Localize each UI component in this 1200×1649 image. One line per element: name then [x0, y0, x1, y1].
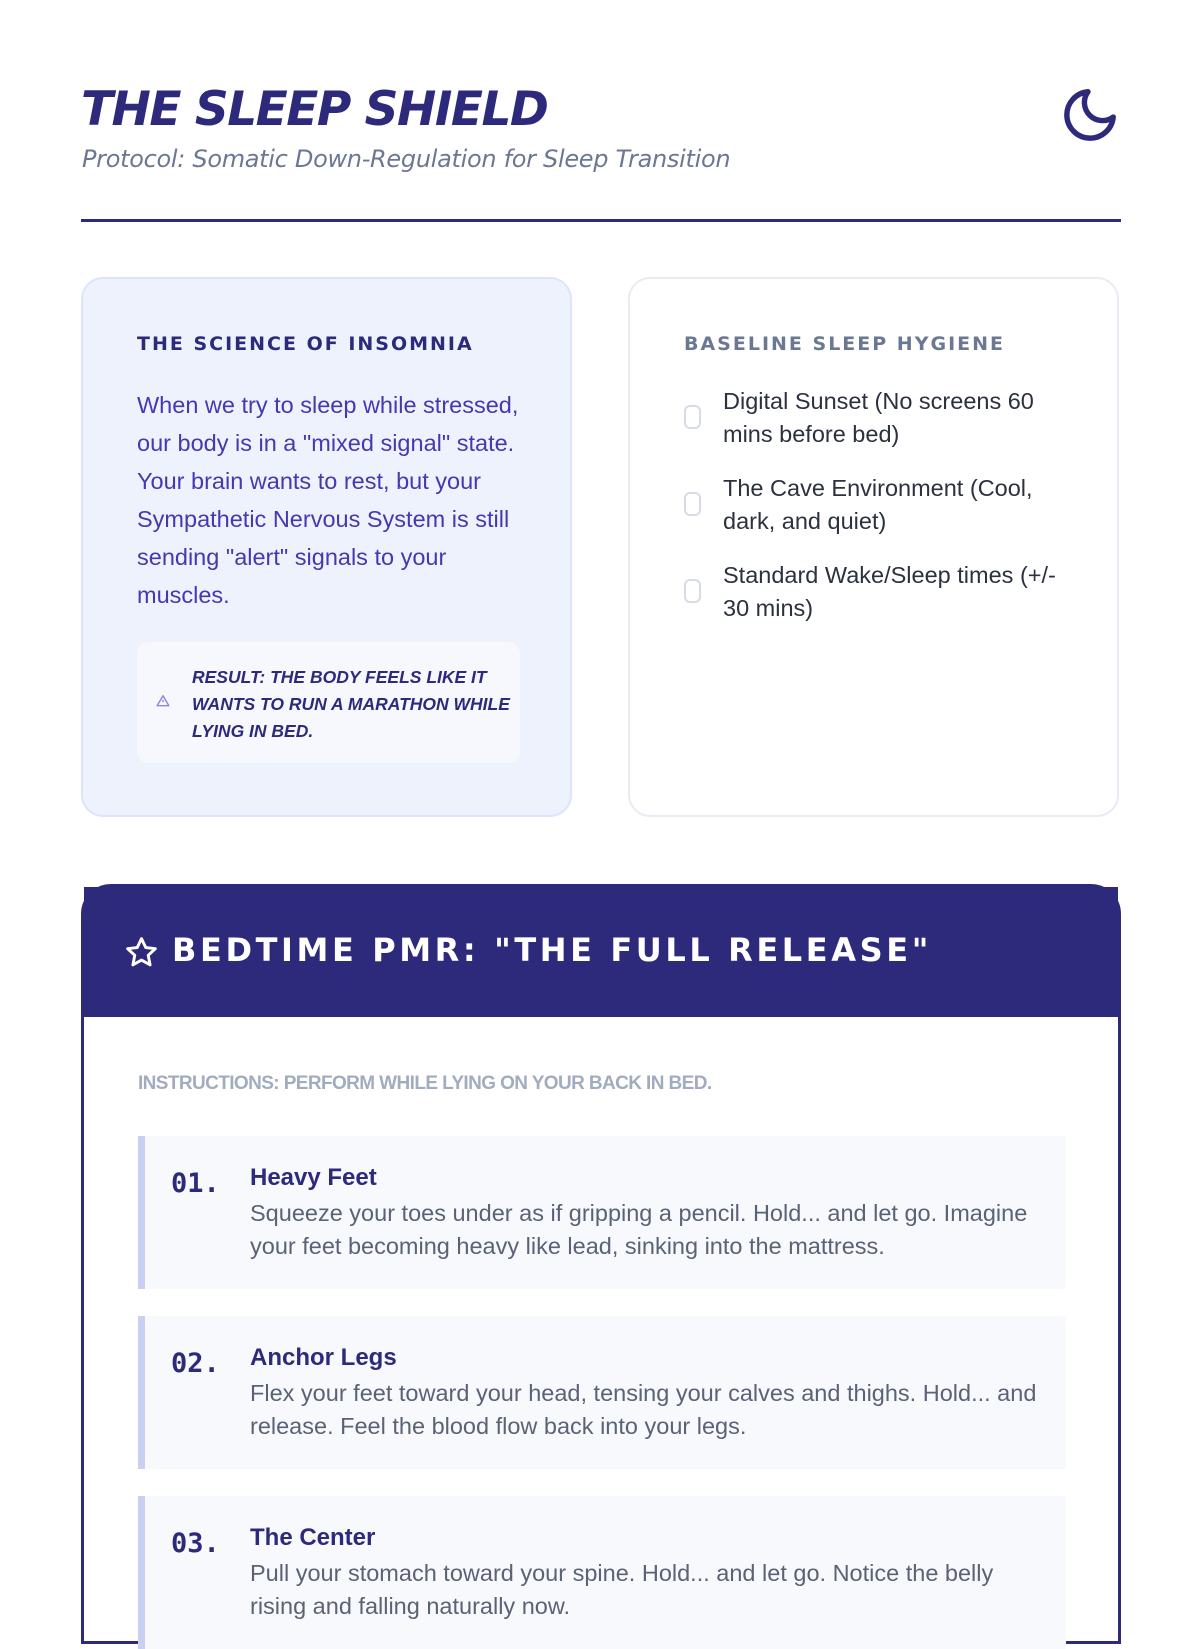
pmr-title: BEDTIME PMR: "THE FULL RELEASE" [172, 931, 933, 969]
checklist-label: The Cave Environment (Cool, dark, and quiet) [723, 475, 1033, 534]
checkbox[interactable] [684, 405, 701, 429]
hygiene-checklist [684, 385, 1069, 646]
step-number: 02. [171, 1348, 220, 1379]
pmr-instructions: INSTRUCTIONS: PERFORM WHILE LYING ON YOUR BACK IN BED. [138, 1073, 712, 1094]
step-number: 01. [171, 1168, 220, 1199]
step-description: Flex your feet toward your head, tensing your calves and thighs. Hold... and release. Feel the blood flow back into your legs. [250, 1380, 1037, 1439]
moon-icon[interactable] [1059, 84, 1121, 146]
checklist-item[interactable] [684, 385, 1069, 472]
page-subtitle: Protocol: Somatic Down-Regulation for Sleep Transition [82, 145, 731, 173]
header-divider [81, 219, 1121, 222]
page-title: THE SLEEP SHIELD [81, 82, 548, 137]
step-title: Heavy Feet [250, 1164, 377, 1191]
warning-icon [156, 694, 170, 708]
checkbox[interactable] [684, 492, 701, 516]
pmr-step [138, 1316, 1066, 1469]
step-description: Pull your stomach toward your spine. Hold... and let go. Notice the belly rising and falling naturally now. [250, 1560, 994, 1619]
page-header [81, 80, 1121, 230]
pmr-header [84, 887, 1118, 1017]
hygiene-card [628, 277, 1119, 817]
science-body: When we try to sleep while stressed, our body is in a "mixed signal" state. Your brain wants to rest, but your Sympathetic Nervous System is still sending "alert" signals to your muscles. [137, 392, 519, 608]
science-heading: THE SCIENCE OF INSOMNIA [137, 333, 474, 355]
step-title: The Center [250, 1524, 376, 1551]
hygiene-heading: BASELINE SLEEP HYGIENE [684, 333, 1005, 355]
checkbox[interactable] [684, 579, 701, 603]
checklist-item[interactable] [684, 472, 1069, 559]
pmr-step [138, 1136, 1066, 1289]
pmr-section [81, 884, 1121, 1644]
checklist-item[interactable] [684, 559, 1069, 646]
step-title: Anchor Legs [250, 1344, 397, 1371]
result-text: RESULT: THE BODY FEELS LIKE IT WANTS TO RUN A MARATHON WHILE LYING IN BED. [192, 667, 510, 741]
star-icon [124, 935, 159, 970]
checklist-label: Standard Wake/Sleep times (+/- 30 mins) [723, 562, 1056, 621]
checklist-label: Digital Sunset (No screens 60 mins before bed) [723, 388, 1034, 447]
step-description: Squeeze your toes under as if gripping a pencil. Hold... and let go. Imagine your feet becoming heavy like lead, sinking into the mattress. [250, 1200, 1028, 1259]
step-number: 03. [171, 1528, 220, 1559]
result-callout [137, 642, 520, 763]
science-card [81, 277, 572, 817]
pmr-step [138, 1496, 1066, 1649]
